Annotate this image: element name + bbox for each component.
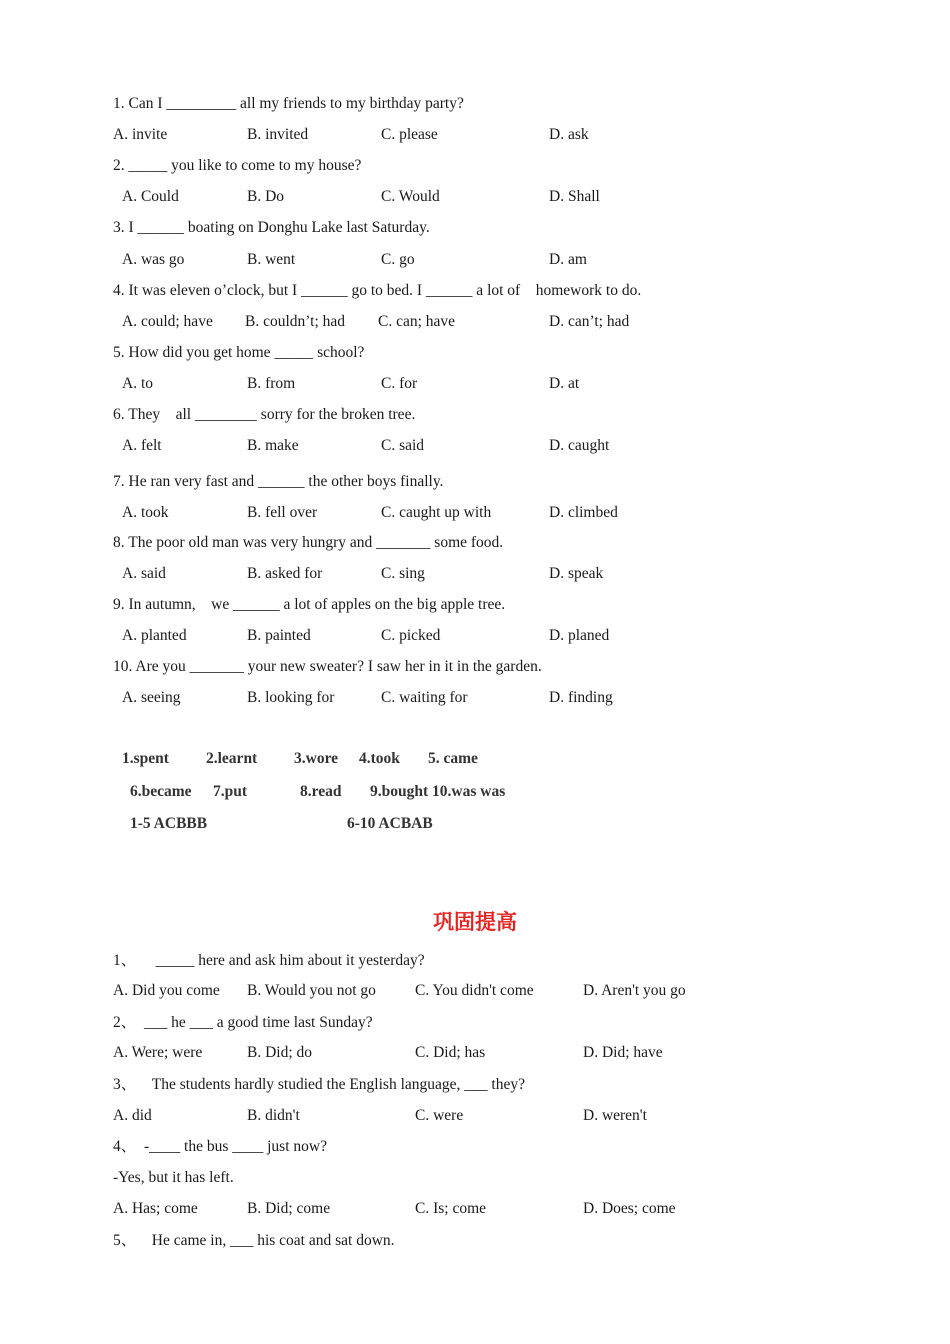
answer-9-10: 9.bought 10.was was (370, 783, 506, 800)
part2-option-1d: D. Aren't you go (583, 982, 686, 999)
option-3d: D. am (549, 251, 587, 268)
option-9b: B. painted (247, 627, 311, 644)
option-4b: B. couldn’t; had (245, 313, 346, 330)
option-7c: C. caught up with (381, 504, 492, 521)
part2-option-4a: A. Has; come (113, 1200, 198, 1217)
option-6d: D. caught (549, 437, 610, 454)
part2-option-3c: C. were (415, 1107, 464, 1124)
answer-7: 7.put (213, 783, 248, 800)
option-10a: A. seeing (122, 689, 181, 706)
option-5c: C. for (381, 375, 418, 392)
part2-option-4b: B. Did; come (247, 1200, 331, 1217)
option-10b: B. looking for (247, 689, 335, 706)
option-9a: A. planted (122, 627, 187, 644)
question-5: 5. How did you get home _____ school? (113, 344, 365, 361)
question-2: 2. _____ you like to come to my house? (113, 157, 362, 174)
part2-option-2d: D. Did; have (583, 1044, 663, 1061)
part2-option-2c: C. Did; has (415, 1044, 486, 1061)
option-8d: D. speak (549, 565, 604, 582)
option-1d: D. ask (549, 126, 589, 143)
question-9: 9. In autumn, we ______ a lot of apples on the big apple tree. (113, 596, 506, 613)
answer-3: 3.wore (294, 750, 339, 767)
part2-option-1b: B. Would you not go (247, 982, 376, 999)
answer-2: 2.learnt (206, 750, 258, 767)
part2-option-4d: D. Does; come (583, 1200, 676, 1217)
answer-4: 4.took (359, 750, 400, 767)
option-7b: B. fell over (247, 504, 318, 521)
option-9d: D. planed (549, 627, 610, 644)
option-1c: C. please (381, 126, 438, 143)
answer-6: 6.became (130, 783, 192, 800)
option-8a: A. said (122, 565, 166, 582)
part2-question-4: 4、 -____ the bus ____ just now? (113, 1138, 327, 1155)
option-6c: C. said (381, 437, 425, 454)
part2-option-2a: A. Were; were (113, 1044, 203, 1061)
part2-question-2: 2、 ___ he ___ a good time last Sunday? (113, 1014, 373, 1031)
question-4: 4. It was eleven o’clock, but I ______ go to bed. I ______ a lot of homework to do. (113, 282, 642, 299)
option-4d: D. can’t; had (549, 313, 630, 330)
option-7a: A. took (122, 504, 169, 521)
part2-option-3b: B. didn't (247, 1107, 300, 1124)
option-4c: C. can; have (378, 313, 456, 330)
option-5a: A. to (122, 375, 153, 392)
part2-option-1c: C. You didn't come (415, 982, 534, 999)
option-1b: B. invited (247, 126, 309, 143)
option-5b: B. from (247, 375, 296, 392)
part2-option-4c: C. Is; come (415, 1200, 487, 1217)
answer-8: 8.read (300, 783, 342, 800)
option-1a: A. invite (113, 126, 168, 143)
option-4a: A. could; have (122, 313, 213, 330)
part2-option-3d: D. weren't (583, 1107, 647, 1124)
option-8b: B. asked for (247, 565, 323, 582)
answer-1: 1.spent (122, 750, 169, 767)
option-3c: C. go (381, 251, 415, 268)
part2-question-4-reply: -Yes, but it has left. (113, 1169, 234, 1186)
option-2d: D. Shall (549, 188, 600, 205)
answer-key-6-10: 6-10 ACBAB (347, 815, 433, 832)
option-7d: D. climbed (549, 504, 618, 521)
answer-5: 5. came (428, 750, 478, 767)
option-6a: A. felt (122, 437, 162, 454)
question-8: 8. The poor old man was very hungry and _______ some food. (113, 534, 504, 551)
part2-option-3a: A. did (113, 1107, 152, 1124)
option-10d: D. finding (549, 689, 613, 706)
option-3b: B. went (247, 251, 296, 268)
option-9c: C. picked (381, 627, 441, 644)
option-2a: A. Could (122, 188, 179, 205)
part2-option-1a: A. Did you come (113, 982, 220, 999)
part2-question-3: 3、 The students hardly studied the English language, ___ they? (113, 1076, 525, 1093)
option-2c: C. Would (381, 188, 440, 205)
section-title: 巩固提高 (433, 910, 517, 934)
question-10: 10. Are you _______ your new sweater? I saw her in it in the garden. (113, 658, 542, 675)
question-7: 7. He ran very fast and ______ the other boys finally. (113, 473, 444, 490)
question-1: 1. Can I _________ all my friends to my birthday party? (113, 95, 464, 112)
part2-question-1: 1、 _____ here and ask him about it yesterday? (113, 952, 425, 969)
question-3: 3. I ______ boating on Donghu Lake last Saturday. (113, 219, 430, 236)
option-8c: C. sing (381, 565, 425, 582)
option-6b: B. make (247, 437, 299, 454)
part2-option-2b: B. Did; do (247, 1044, 313, 1061)
answer-key-1-5: 1-5 ACBBB (130, 815, 208, 832)
option-10c: C. waiting for (381, 689, 468, 706)
question-6: 6. They all ________ sorry for the broken tree. (113, 406, 416, 423)
part2-question-5: 5、 He came in, ___ his coat and sat down. (113, 1232, 395, 1249)
option-5d: D. at (549, 375, 580, 392)
option-2b: B. Do (247, 188, 285, 205)
option-3a: A. was go (122, 251, 185, 268)
